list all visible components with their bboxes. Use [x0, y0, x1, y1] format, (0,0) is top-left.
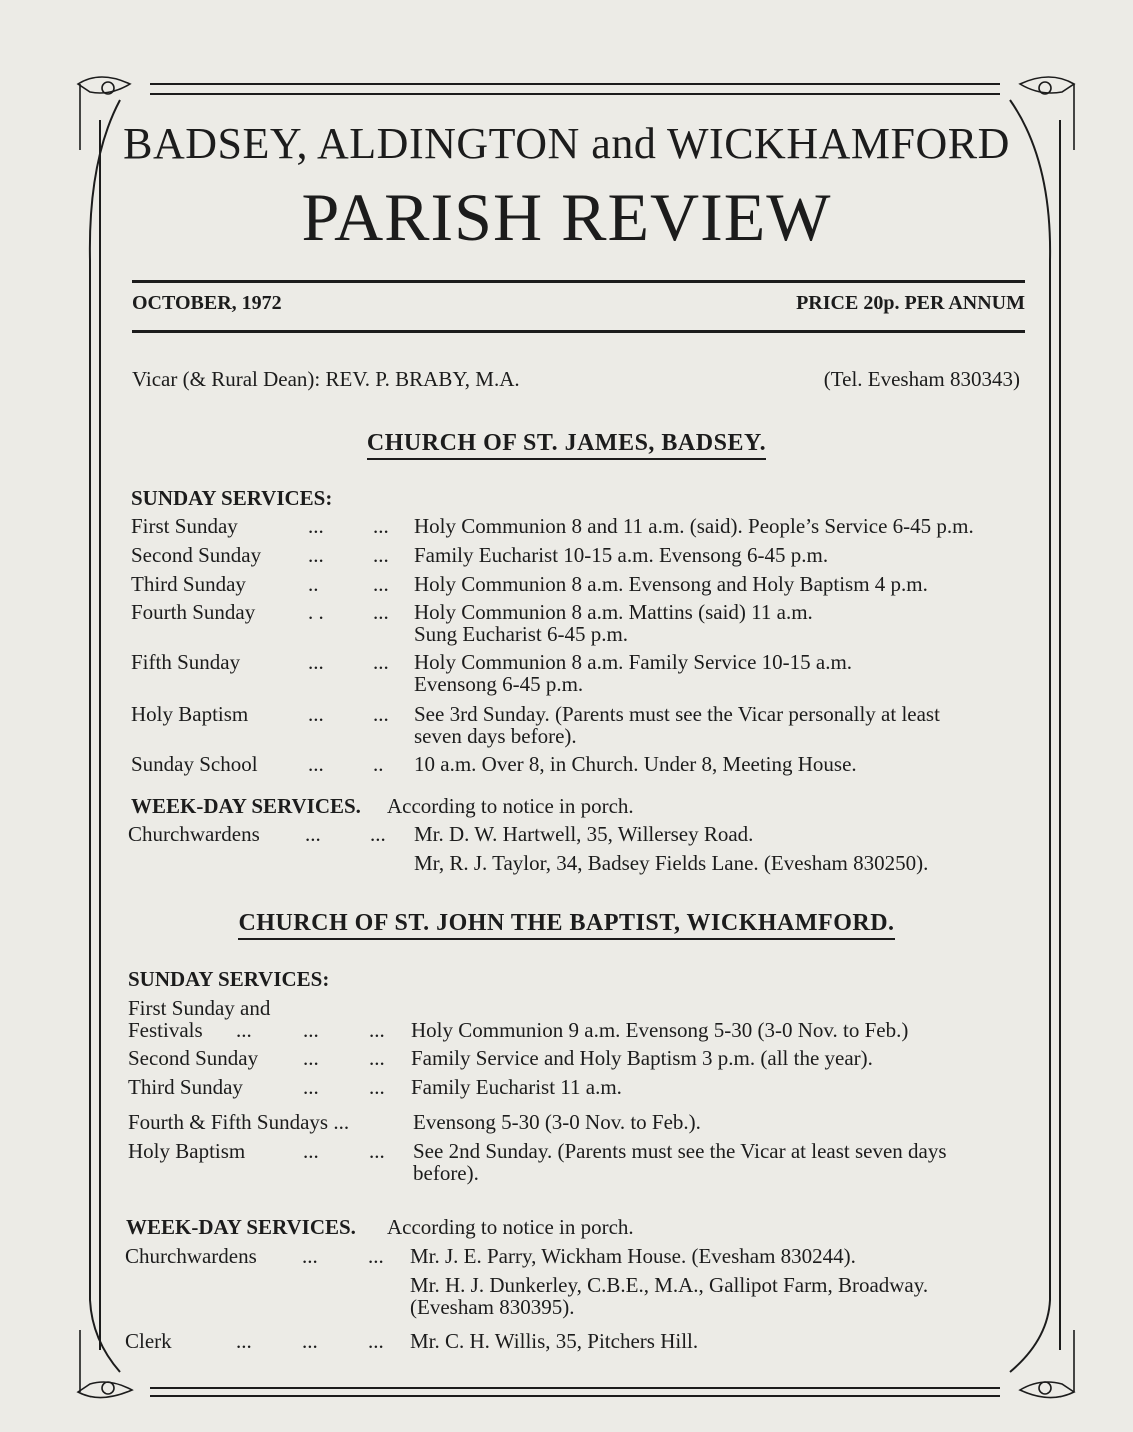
- service-times: 10 a.m. Over 8, in Church. Under 8, Meeting House.: [414, 752, 857, 776]
- leader-dots: ...: [303, 1139, 319, 1163]
- leader-dots: ..: [373, 752, 384, 776]
- weekday-heading: WEEK-DAY SERVICES.: [126, 1215, 356, 1239]
- churchwardens-label: Churchwardens: [125, 1244, 257, 1268]
- churchwarden: Mr. J. E. Parry, Wickham House. (Evesham 830244).: [410, 1244, 856, 1268]
- badsey-heading-text: CHURCH OF ST. JAMES, BADSEY.: [367, 430, 766, 460]
- corner-ornament-bottom-left: [78, 1330, 132, 1398]
- service-label: First Sunday and: [128, 996, 271, 1020]
- churchwarden-continued: (Evesham 830395).: [410, 1295, 575, 1319]
- bottom-rule: [132, 330, 1025, 333]
- leader-dots: ...: [369, 1075, 385, 1099]
- service-times: Holy Communion 8 a.m. Mattins (said) 11 a.m.: [414, 600, 813, 624]
- service-label: Second Sunday: [131, 543, 262, 567]
- leader-dots: ...: [308, 514, 324, 538]
- service-label: Third Sunday: [128, 1075, 243, 1099]
- leader-dots: ..: [308, 572, 319, 596]
- service-label-continued: Festivals: [128, 1018, 203, 1042]
- leader-dots: ...: [303, 1046, 319, 1070]
- vicar-telephone: (Tel. Evesham 830343): [823, 367, 1020, 391]
- service-times: Holy Communion 8 and 11 a.m. (said). People’s Service 6-45 p.m.: [414, 514, 974, 538]
- wickhamford-sunday-heading: SUNDAY SERVICES:: [128, 967, 330, 991]
- leader-dots: ...: [373, 572, 389, 596]
- service-times: Evensong 5-30 (3-0 Nov. to Feb.).: [413, 1110, 701, 1134]
- service-times-continued: Evensong 6-45 p.m.: [414, 672, 584, 696]
- leader-dots: ...: [369, 1139, 385, 1163]
- service-times: Holy Communion 9 a.m. Evensong 5-30 (3-0 Nov. to Feb.): [411, 1018, 909, 1042]
- leader-dots: ...: [373, 650, 389, 674]
- wickhamford-heading: [0, 910, 1133, 937]
- service-label: Holy Baptism: [131, 702, 249, 726]
- service-label: Fourth & Fifth Sundays ...: [128, 1110, 350, 1134]
- leader-dots: ...: [303, 1018, 319, 1042]
- service-times-continued: before).: [413, 1161, 479, 1185]
- leader-dots: ...: [308, 543, 324, 567]
- leader-dots: ...: [236, 1018, 252, 1042]
- service-times-continued: seven days before).: [414, 724, 577, 748]
- service-label: Sunday School: [131, 752, 258, 776]
- service-times: Holy Communion 8 a.m. Family Service 10-15 a.m.: [414, 650, 853, 674]
- issue-price: PRICE 20p. PER ANNUM: [796, 292, 1025, 314]
- service-times-continued: Sung Eucharist 6-45 p.m.: [414, 622, 629, 646]
- vicar-line: Vicar (& Rural Dean): REV. P. BRABY, M.A.: [132, 367, 520, 391]
- leader-dots: . .: [308, 600, 324, 624]
- weekday-heading: WEEK-DAY SERVICES.: [131, 794, 361, 818]
- badsey-heading: [0, 430, 1133, 457]
- service-times: Family Eucharist 11 a.m.: [411, 1075, 622, 1099]
- clerk-label: Clerk: [125, 1329, 172, 1353]
- issue-date: OCTOBER, 1972: [132, 292, 282, 314]
- wickhamford-heading-text: CHURCH OF ST. JOHN THE BAPTIST, WICKHAMFORD.: [238, 910, 894, 940]
- leader-dots: ...: [369, 1018, 385, 1042]
- corner-ornament-bottom-right: [1020, 1330, 1074, 1398]
- service-label: Holy Baptism: [128, 1139, 246, 1163]
- leader-dots: ...: [302, 1244, 318, 1268]
- churchwarden: Mr. D. W. Hartwell, 35, Willersey Road.: [414, 822, 754, 846]
- service-times: See 3rd Sunday. (Parents must see the Vicar personally at least: [414, 702, 940, 726]
- service-label: Fifth Sunday: [131, 650, 241, 674]
- badsey-sunday-heading: SUNDAY SERVICES:: [131, 486, 333, 510]
- service-times: Holy Communion 8 a.m. Evensong and Holy Baptism 4 p.m.: [414, 572, 928, 596]
- churchwarden: Mr, R. J. Taylor, 34, Badsey Fields Lane. (Evesham 830250).: [414, 851, 929, 875]
- weekday-text: According to notice in porch.: [387, 794, 634, 818]
- leader-dots: ...: [373, 702, 389, 726]
- churchwardens-label: Churchwardens: [128, 822, 260, 846]
- top-rule: [132, 280, 1025, 283]
- service-label: Fourth Sunday: [131, 600, 256, 624]
- leader-dots: ...: [373, 514, 389, 538]
- leader-dots: ...: [368, 1329, 384, 1353]
- clerk-name: Mr. C. H. Willis, 35, Pitchers Hill.: [410, 1329, 699, 1353]
- churchwarden: Mr. H. J. Dunkerley, C.B.E., M.A., Gallipot Farm, Broadway.: [410, 1273, 929, 1297]
- leader-dots: ...: [369, 1046, 385, 1070]
- service-times: See 2nd Sunday. (Parents must see the Vicar at least seven days: [413, 1139, 947, 1163]
- service-label: Second Sunday: [128, 1046, 259, 1070]
- service-times: Family Service and Holy Baptism 3 p.m. (all the year).: [411, 1046, 873, 1070]
- publication-title: PARISH REVIEW: [301, 179, 832, 255]
- leader-dots: ...: [370, 822, 386, 846]
- weekday-text: According to notice in porch.: [387, 1215, 634, 1239]
- leader-dots: ...: [305, 822, 321, 846]
- leader-dots: ...: [236, 1329, 252, 1353]
- leader-dots: ...: [302, 1329, 318, 1353]
- leader-dots: ...: [373, 600, 389, 624]
- leader-dots: ...: [308, 702, 324, 726]
- service-label: Third Sunday: [131, 572, 246, 596]
- service-label: First Sunday: [131, 514, 238, 538]
- parishes-title: BADSEY, ALDINGTON and WICKHAMFORD: [123, 119, 1010, 168]
- service-times: Family Eucharist 10-15 a.m. Evensong 6-45 p.m.: [414, 543, 829, 567]
- leader-dots: ...: [308, 650, 324, 674]
- leader-dots: ...: [303, 1075, 319, 1099]
- leader-dots: ...: [308, 752, 324, 776]
- leader-dots: ...: [368, 1244, 384, 1268]
- leader-dots: ...: [373, 543, 389, 567]
